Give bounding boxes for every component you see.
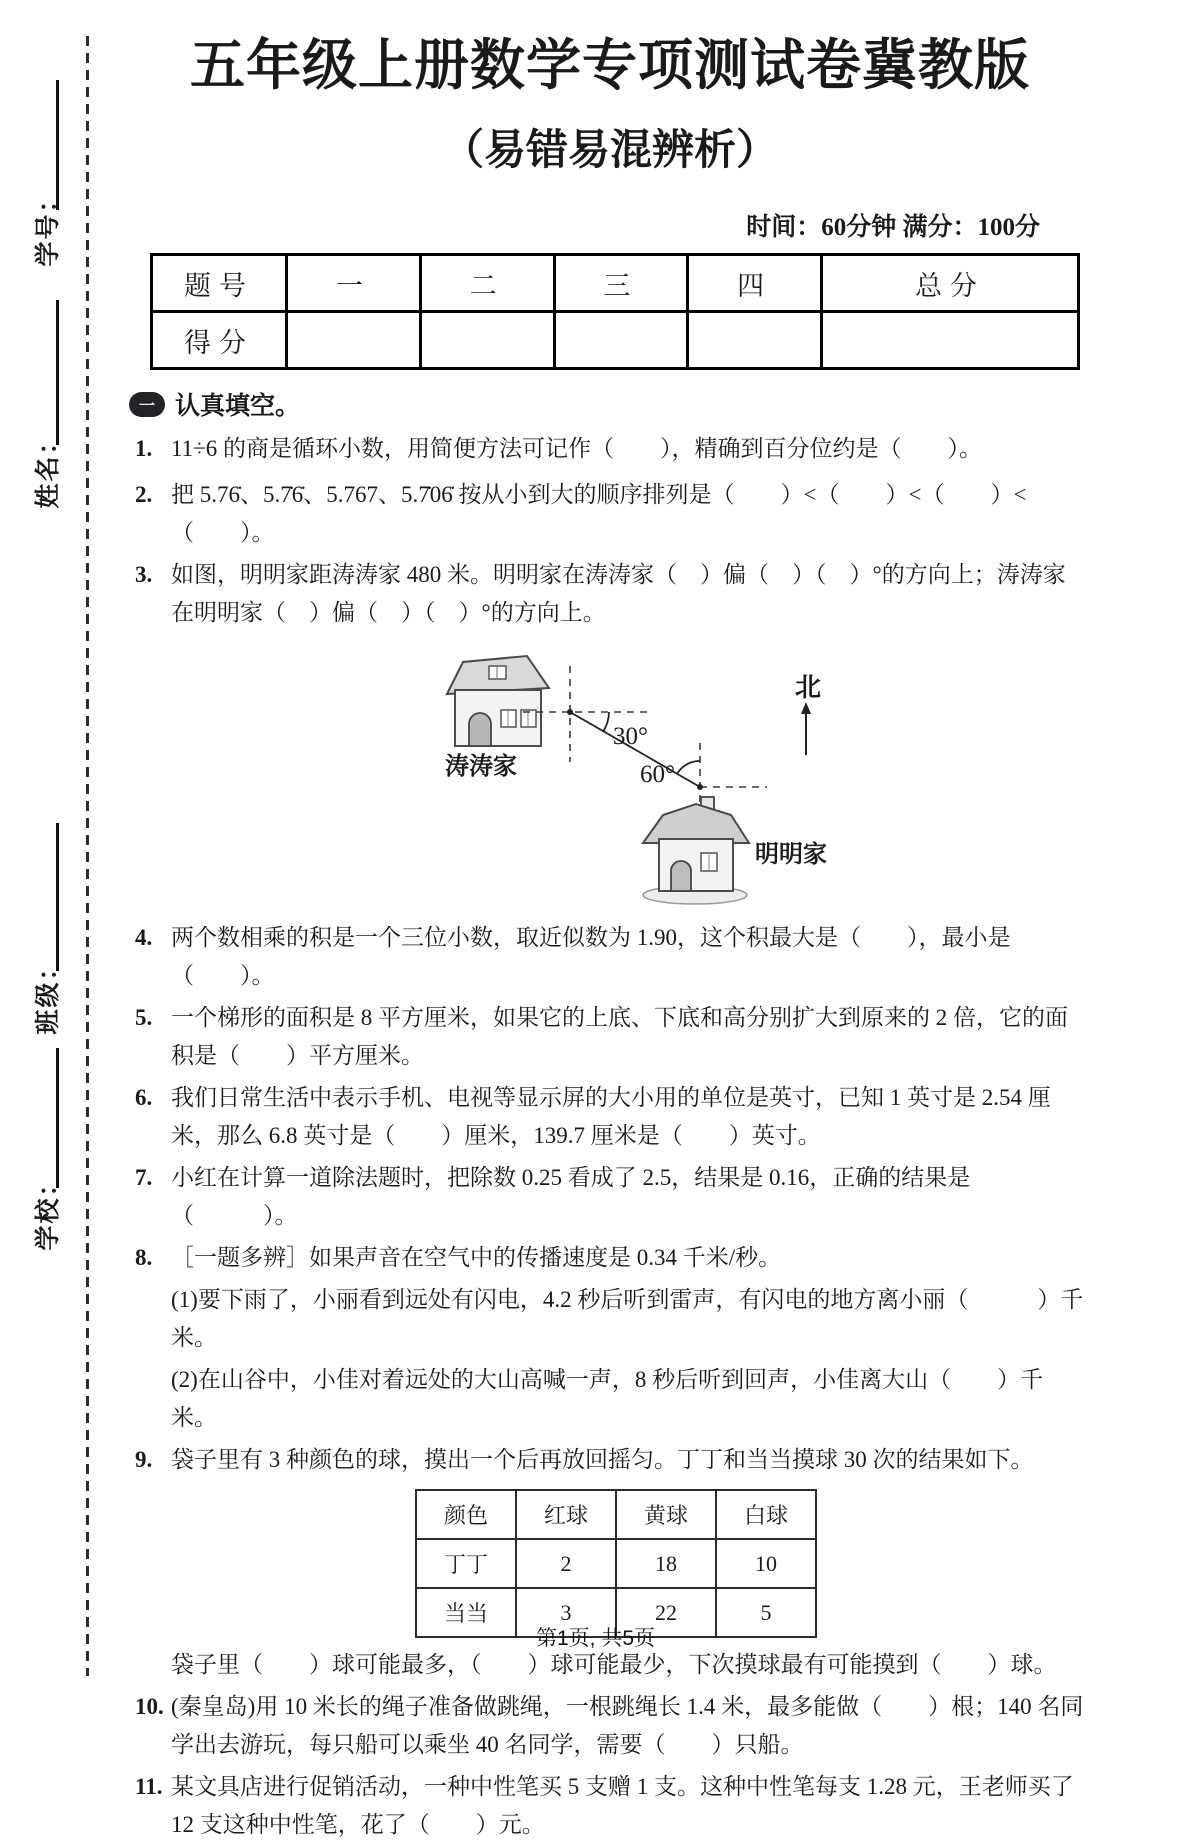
margin-label-student-id: 学号： (35, 185, 62, 267)
question-text: ［一题多辨］如果声音在空气中的传播速度是 0.34 千米/秒。 (171, 1245, 782, 1271)
ball-cell: 2 (516, 1539, 616, 1588)
question-number: 6. (135, 1085, 153, 1111)
score-header-cell: 四 (688, 255, 822, 312)
question-text: 一个梯形的面积是 8 平方厘米，如果它的上底、下底和高分别扩大到原来的 2 倍，它的面积是（ ）平方厘米。 (171, 1005, 1068, 1069)
question-11 (135, 1768, 1085, 1844)
margin-label-class: 班级： (35, 953, 62, 1035)
score-header-cell: 三 (554, 255, 688, 312)
page-title: 五年级上册数学专项测试卷冀教版 (189, 34, 1030, 96)
mingming-house-label: 明明家 (755, 842, 827, 869)
question-text: 11÷6 的商是循环小数，用简便方法可记作（ ），精确到百分位约是（ ）。 (171, 436, 983, 462)
question-number: 11. (135, 1774, 163, 1800)
ball-header-cell: 白球 (716, 1490, 816, 1539)
score-empty-cell (688, 312, 822, 369)
question-text: 如图，明明家距涛涛家 480 米。明明家在涛涛家（ ）偏（ ）（ ）°的方向上；涛涛家在明明家（ ）偏（ ）（ ）°的方向上。 (171, 562, 1066, 626)
question-number: 2. (135, 482, 153, 508)
ball-cell: 3 (516, 1588, 616, 1637)
page-subtitle: （易错易混辨析） (441, 126, 778, 174)
question-text: (秦皇岛)用 10 米长的绳子准备做跳绳，一根跳绳长 1.4 米，最多能做（ ）根；140 名同学出去游玩，每只船可以乘坐 40 名同学，需要（ ）只船。 (171, 1694, 1084, 1758)
section-one-badge: 一 (129, 392, 165, 417)
ball-header-cell: 颜色 (416, 1490, 516, 1539)
score-empty-cell (420, 312, 554, 369)
question-text: 我们日常生活中表示手机、电视等显示屏的大小用的单位是英寸，已知 1 英寸是 2.54 厘米，那么 6.8 英寸是（ ）厘米，139.7 厘米是（ ）英寸。 (171, 1085, 1051, 1149)
question-number: 5. (135, 1005, 153, 1031)
question-8-sub1: (1)要下雨了，小丽看到远处有闪电，4.2 秒后听到雷声，有闪电的地方离小丽（ ）千米。 (171, 1287, 1084, 1351)
question-number: 4. (135, 925, 153, 951)
ball-cell: 10 (716, 1539, 816, 1588)
taotao-house-icon (447, 656, 549, 746)
question-number: 9. (135, 1447, 153, 1473)
question-1 (135, 430, 1085, 468)
binding-margin (0, 0, 115, 1684)
score-empty-cell (554, 312, 688, 369)
taotao-house-label: 涛涛家 (445, 754, 517, 781)
score-table-header-row (152, 255, 1079, 312)
footer-page-number: 第1页, 共5页 (535, 1627, 656, 1650)
ball-table-row (416, 1539, 816, 1588)
direction-diagram (395, 640, 865, 908)
ball-cell: 丁丁 (416, 1539, 516, 1588)
exam-page (135, 0, 1085, 1848)
score-header-cell: 二 (420, 255, 554, 312)
question-number: 10. (135, 1694, 164, 1720)
score-header-cell: 一 (287, 255, 421, 312)
question-text: 小红在计算一道除法题时，把除数 0.25 看成了 2.5，结果是 0.16，正确的结果是（ ）。 (171, 1165, 971, 1229)
north-label: 北 (795, 673, 822, 703)
ball-header-cell: 黄球 (616, 1490, 716, 1539)
question-3 (135, 556, 1085, 632)
question-4 (135, 919, 1085, 995)
question-number: 3. (135, 562, 153, 588)
score-header-cell: 题号 (152, 255, 287, 312)
question-8-sub2: (2)在山谷中，小佳对着远处的大山高喊一声，8 秒后听到回声，小佳离大山（ ）千米。 (171, 1367, 1044, 1431)
section-one-title: 认真填空。 (175, 392, 301, 421)
question-9-tail: 袋子里（ ）球可能最多，（ ）球可能最少，下次摸球最有可能摸到（ ）球。 (171, 1652, 1057, 1678)
score-empty-cell (287, 312, 421, 369)
ball-result-table (415, 1489, 817, 1638)
north-arrow-icon (801, 702, 811, 755)
question-10 (135, 1688, 1085, 1764)
margin-label-school: 学校： (35, 1169, 62, 1251)
score-row-label: 得分 (152, 312, 287, 369)
score-empty-cell (822, 312, 1079, 369)
score-header-cell: 总分 (822, 255, 1079, 312)
ball-cell: 22 (616, 1588, 716, 1637)
ball-table-header-row (416, 1490, 816, 1539)
question-number: 1. (135, 436, 153, 462)
question-text: 两个数相乘的积是一个三位小数，取近似数为 1.90，这个积最大是（ ），最小是（ ）。 (171, 925, 1011, 989)
ball-header-cell: 红球 (516, 1490, 616, 1539)
question-text: 袋子里有 3 种颜色的球，摸出一个后再放回摇匀。丁丁和当当摸球 30 次的结果如下。 (171, 1447, 1034, 1473)
question-number: 8. (135, 1245, 153, 1271)
question-number: 7. (135, 1165, 153, 1191)
question-text: 把 5.76̇、5.7̇6̇、5.767、5.7̇06̇ 按从小到大的顺序排列是（ ）<（ ）<（ ）<（ ）。 (171, 482, 1027, 546)
mingming-house-icon (643, 797, 749, 904)
binding-dashed-line (86, 36, 89, 1676)
ball-cell: 5 (716, 1588, 816, 1637)
score-table-score-row (152, 312, 1079, 369)
question-7 (135, 1159, 1085, 1235)
angle-60-label: 60° (640, 761, 675, 789)
section-one-header (129, 386, 1085, 422)
question-9 (135, 1441, 1085, 1479)
ball-cell: 18 (616, 1539, 716, 1588)
question-text: 某文具店进行促销活动，一种中性笔买 5 支赠 1 支。这种中性笔每支 1.28 元，王老师买了 12 支这种中性笔，花了（ ）元。 (171, 1774, 1074, 1838)
exam-time-score-meta: 时间：60分钟 满分：100分 (746, 214, 1040, 242)
angle-30-label: 30° (613, 723, 648, 751)
question-8 (135, 1239, 1085, 1277)
question-2 (135, 476, 1085, 552)
score-table (150, 253, 1080, 370)
question-5 (135, 999, 1085, 1075)
question-6 (135, 1079, 1085, 1155)
ball-cell: 当当 (416, 1588, 516, 1637)
margin-label-name: 姓名： (35, 427, 62, 509)
